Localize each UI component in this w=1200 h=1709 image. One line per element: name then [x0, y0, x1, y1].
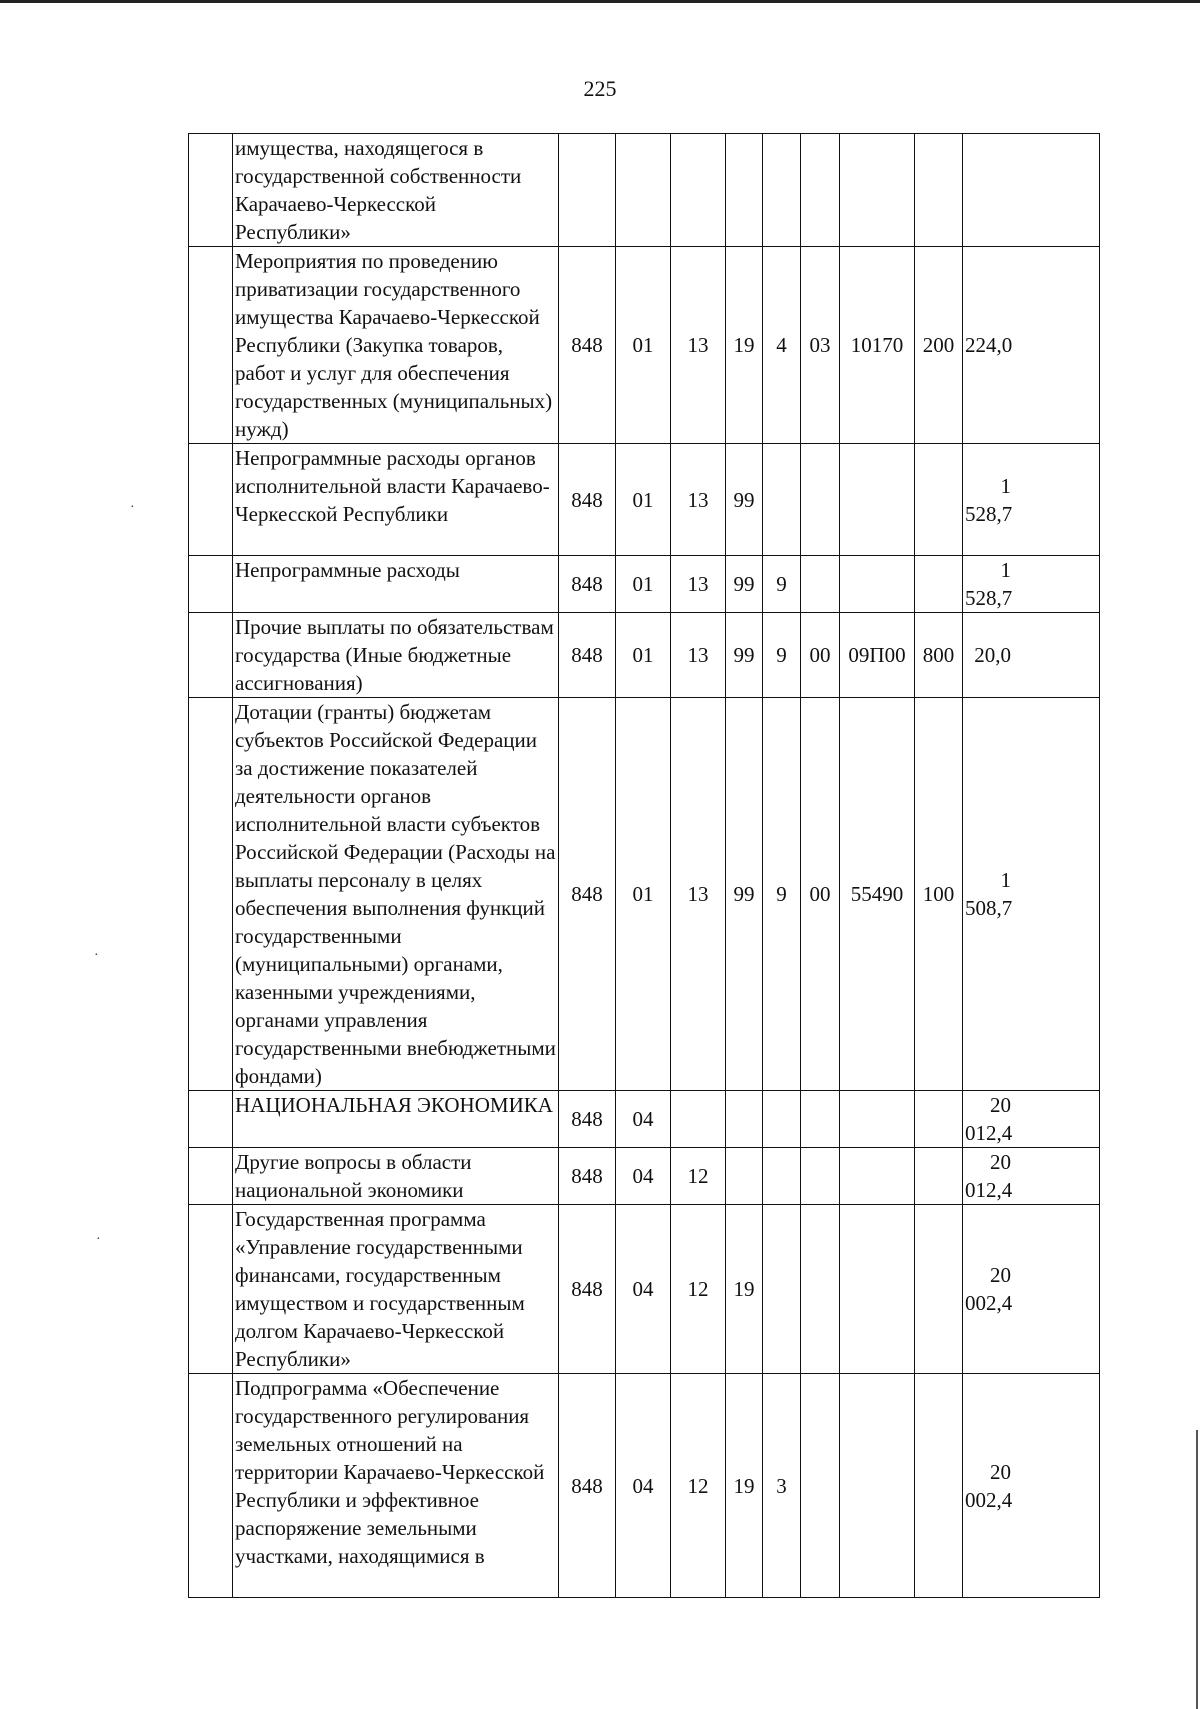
table-row [189, 444, 1100, 556]
section-code: 01 [616, 698, 671, 1091]
scan-speck: · [96, 1232, 101, 1247]
event-code [801, 1148, 840, 1205]
expense-type-code: 800 [915, 613, 963, 698]
table-row [189, 1148, 1100, 1205]
expense-name: Дотации (гранты) бюджетам субъектов Российской Федерации за достижение показателей деятельности органов исполнительной власти субъектов Российской Федерации (Расходы на выплаты персоналу в целях обеспечения выполнения функций государственными (муниципальными) органами, казенными учреждениями, органами управления государственными внебюджетными фондами) [233, 698, 559, 1091]
ministry-code: 848 [559, 444, 616, 556]
subsection-code: 13 [671, 613, 726, 698]
amount [963, 134, 1100, 247]
scan-top-border [0, 0, 1200, 3]
amount: 20 002,4 [963, 1205, 1100, 1374]
subsection-code: 12 [671, 1205, 726, 1374]
expense-name: Другие вопросы в области национальной экономики [233, 1148, 559, 1205]
direction-code [840, 556, 915, 613]
program-code: 99 [726, 556, 763, 613]
subsection-code: 12 [671, 1148, 726, 1205]
expense-name: Непрограммные расходы органов исполнительной власти Карачаево-Черкесской Республики [233, 444, 559, 556]
table-row [189, 1205, 1100, 1374]
ministry-code: 848 [559, 1205, 616, 1374]
subprogram-code: 9 [763, 698, 801, 1091]
direction-code: 55490 [840, 698, 915, 1091]
section-code: 04 [616, 1205, 671, 1374]
direction-code: 10170 [840, 247, 915, 444]
event-code [801, 1374, 840, 1598]
event-code: 03 [801, 247, 840, 444]
event-code [801, 556, 840, 613]
subprogram-code [763, 134, 801, 247]
row-marker-cell [189, 556, 233, 613]
direction-code [840, 1374, 915, 1598]
program-code: 99 [726, 698, 763, 1091]
subprogram-code: 9 [763, 556, 801, 613]
subsection-code: 13 [671, 247, 726, 444]
subsection-code: 12 [671, 1374, 726, 1598]
expense-type-code [915, 444, 963, 556]
subprogram-code [763, 444, 801, 556]
section-code: 01 [616, 247, 671, 444]
program-code [726, 1148, 763, 1205]
row-marker-cell [189, 247, 233, 444]
event-code: 00 [801, 698, 840, 1091]
program-code [726, 1091, 763, 1148]
row-marker-cell [189, 1148, 233, 1205]
ministry-code: 848 [559, 556, 616, 613]
ministry-code: 848 [559, 247, 616, 444]
expense-name: Непрограммные расходы [233, 556, 559, 613]
expense-type-code: 100 [915, 698, 963, 1091]
table-row [189, 134, 1100, 247]
amount: 20 012,4 [963, 1091, 1100, 1148]
event-code [801, 134, 840, 247]
ministry-code: 848 [559, 613, 616, 698]
subsection-code: 13 [671, 698, 726, 1091]
row-marker-cell [189, 698, 233, 1091]
direction-code [840, 444, 915, 556]
table-row [189, 1374, 1100, 1598]
expense-type-code [915, 134, 963, 247]
program-code: 19 [726, 1374, 763, 1598]
expense-name: Подпрограмма «Обеспечение государственного регулирования земельных отношений на территории Карачаево-Черкесской Республики и эффективное распоряжение земельными участками, находящимися в [233, 1374, 559, 1598]
ministry-code: 848 [559, 698, 616, 1091]
scan-speck: · [94, 948, 99, 963]
event-code [801, 444, 840, 556]
subsection-code [671, 134, 726, 247]
ministry-code [559, 134, 616, 247]
direction-code [840, 1148, 915, 1205]
amount: 20,0 [963, 613, 1100, 698]
expense-type-code: 200 [915, 247, 963, 444]
program-code: 19 [726, 247, 763, 444]
amount: 1 528,7 [963, 444, 1100, 556]
section-code: 04 [616, 1091, 671, 1148]
section-code: 01 [616, 444, 671, 556]
subprogram-code [763, 1148, 801, 1205]
direction-code [840, 134, 915, 247]
direction-code [840, 1205, 915, 1374]
row-marker-cell [189, 1374, 233, 1598]
amount: 20 002,4 [963, 1374, 1100, 1598]
budget-table [188, 133, 1100, 1598]
expense-name: Мероприятия по проведению приватизации государственного имущества Карачаево-Черкесской Республики (Закупка товаров, работ и услуг для обеспечения государственных (муниципальных) нужд) [233, 247, 559, 444]
page-number: 225 [583, 76, 617, 101]
amount: 224,0 [963, 247, 1100, 444]
row-marker-cell [189, 444, 233, 556]
table-row [189, 1091, 1100, 1148]
subprogram-code [763, 1205, 801, 1374]
expense-type-code [915, 1374, 963, 1598]
program-code: 99 [726, 613, 763, 698]
subprogram-code [763, 1091, 801, 1148]
direction-code [840, 1091, 915, 1148]
expense-type-code [915, 1148, 963, 1205]
section-code [616, 134, 671, 247]
amount: 1 528,7 [963, 556, 1100, 613]
section-code: 01 [616, 613, 671, 698]
table-row [189, 247, 1100, 444]
subprogram-code: 4 [763, 247, 801, 444]
section-code: 04 [616, 1148, 671, 1205]
ministry-code: 848 [559, 1091, 616, 1148]
section-code: 01 [616, 556, 671, 613]
event-code: 00 [801, 613, 840, 698]
scan-speck: · [130, 500, 135, 515]
scan-right-edge [1196, 1430, 1198, 1709]
program-code: 19 [726, 1205, 763, 1374]
subsection-code: 13 [671, 444, 726, 556]
ministry-code: 848 [559, 1374, 616, 1598]
table-row [189, 698, 1100, 1091]
expense-type-code [915, 556, 963, 613]
row-marker-cell [189, 613, 233, 698]
expense-type-code [915, 1091, 963, 1148]
table-row [189, 613, 1100, 698]
subprogram-code: 9 [763, 613, 801, 698]
event-code [801, 1205, 840, 1374]
ministry-code: 848 [559, 1148, 616, 1205]
amount: 1 508,7 [963, 698, 1100, 1091]
expense-name: имущества, находящегося в государственной собственности Карачаево-Черкесской Республики» [233, 134, 559, 247]
row-marker-cell [189, 134, 233, 247]
expense-name: НАЦИОНАЛЬНАЯ ЭКОНОМИКА [233, 1091, 559, 1148]
expense-name: Прочие выплаты по обязательствам государства (Иные бюджетные ассигнования) [233, 613, 559, 698]
amount: 20 012,4 [963, 1148, 1100, 1205]
table-row [189, 556, 1100, 613]
direction-code: 09П00 [840, 613, 915, 698]
program-code: 99 [726, 444, 763, 556]
subprogram-code: 3 [763, 1374, 801, 1598]
expense-type-code [915, 1205, 963, 1374]
subsection-code: 13 [671, 556, 726, 613]
event-code [801, 1091, 840, 1148]
row-marker-cell [189, 1205, 233, 1374]
subsection-code [671, 1091, 726, 1148]
program-code [726, 134, 763, 247]
section-code: 04 [616, 1374, 671, 1598]
row-marker-cell [189, 1091, 233, 1148]
expense-name: Государственная программа «Управление государственными финансами, государственным имуществом и государственным долгом Карачаево-Черкесской Республики» [233, 1205, 559, 1374]
